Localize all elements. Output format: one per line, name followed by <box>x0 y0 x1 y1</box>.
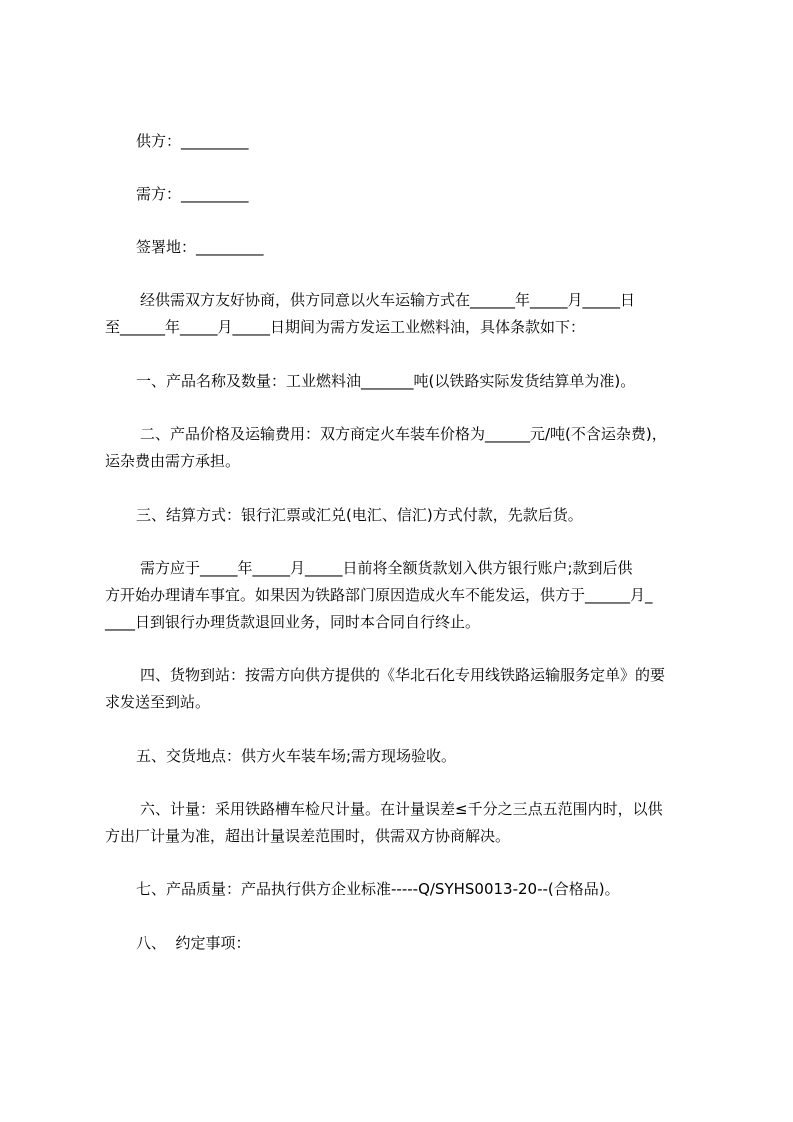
clause-3-detail-line-1: 需方应于_____年_____月_____日前将全额货款划入供方银行账户;款到后供 <box>140 559 633 577</box>
buyer-line: 需方：_________ <box>136 185 249 203</box>
supplier-line: 供方：_________ <box>136 132 249 150</box>
sign-place-line: 签署地：_________ <box>136 238 264 256</box>
intro-line-2: 至______年_____月_____日期间为需方发运工业燃料油，具体条款如下： <box>105 318 586 336</box>
clause-6-line-1: 六、计量：采用铁路槽车检尺计量。在计量误差≤千分之三点五范围内时，以供 <box>140 800 663 818</box>
clause-6-line-2: 方出厂计量为准，超出计量误差范围时，供需双方协商解决。 <box>105 827 511 845</box>
clause-2-line-2: 运杂费由需方承担。 <box>105 452 241 470</box>
clause-4-line-1: 四、货物到站：按需方向供方提供的《华北石化专用线铁路运输服务定单》的要 <box>140 666 666 684</box>
clause-3: 三、结算方式：银行汇票或汇兑(电汇、信汇)方式付款，先款后货。 <box>136 506 583 524</box>
clause-2-line-1: 二、产品价格及运输费用：双方商定火车装车价格为______元/吨(不含运杂费)， <box>140 425 667 443</box>
clause-3-detail-line-3: ____日到银行办理货款退回业务，同时本合同自行终止。 <box>105 613 481 631</box>
clause-1: 一、产品名称及数量：工业燃料油_______吨(以铁路实际发货结算单为准)。 <box>136 372 636 390</box>
clause-5: 五、交货地点：供方火车装车场;需方现场验收。 <box>136 747 457 765</box>
intro-line-1: 经供需双方友好协商，供方同意以火车运输方式在______年_____月_____日 <box>140 291 636 309</box>
clause-4-line-2: 求发送至到站。 <box>105 693 211 711</box>
clause-7: 七、产品质量：产品执行供方企业标准-----Q/SYHS0013-20--(合格品)。 <box>136 880 620 898</box>
clause-8: 八、 约定事项： <box>136 934 251 952</box>
clause-3-detail-line-2: 方开始办理请车事宜。如果因为铁路部门原因造成火车不能发运，供方于______月_ <box>105 586 653 604</box>
